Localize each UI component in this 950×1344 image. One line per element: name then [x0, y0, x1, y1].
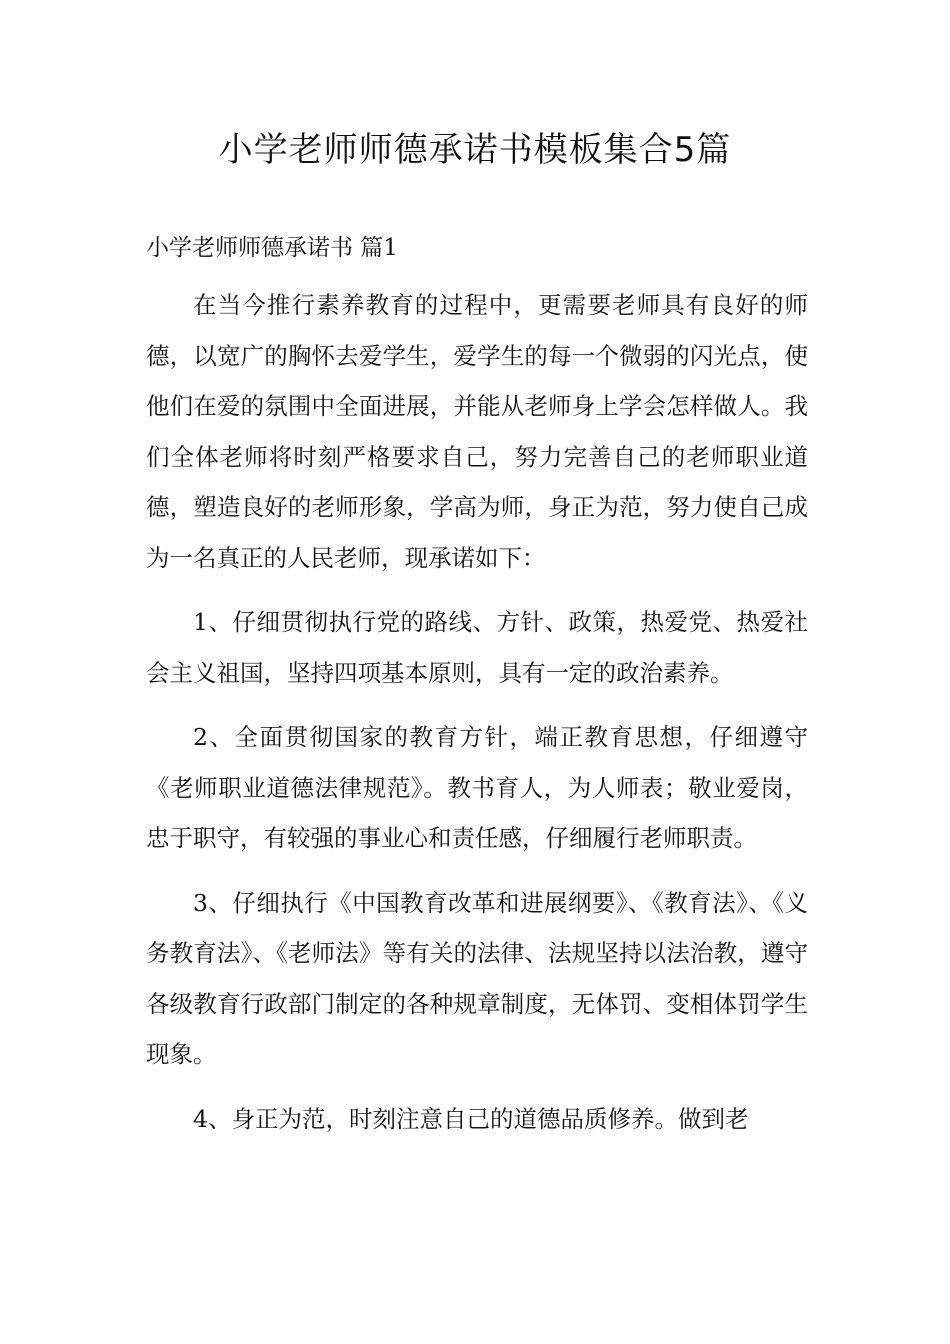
- body-paragraph-intro: 在当今推行素养教育的过程中，更需要老师具有良好的师德，以宽广的胸怀去爱学生，爱学生的每一个微弱的闪光点，使他们在爱的氛围中全面进展，并能从老师身上学会怎样做人。我们全体老师将时刻严格要求自己，努力完善自己的老师职业道德，塑造良好的老师形象，学高为师，身正为范，努力使自己成为一名真正的人民老师，现承诺如下：: [146, 291, 808, 572]
- body-paragraph-item-4: 4、身正为范，时刻注意自己的道德品质修养。做到老: [193, 1104, 749, 1133]
- section-heading: 小学老师师德承诺书 篇1: [146, 235, 398, 261]
- body-paragraph-item-1: 1、仔细贯彻执行党的路线、方针、政策，热爱党、热爱社会主义祖国，坚持四项基本原则，具有一定的政治素养。: [146, 608, 808, 687]
- body-paragraph-item-2: 2、全面贯彻国家的教育方针，端正教育思想，仔细遵守《老师职业道德法律规范》。教书育人，为人师表；敬业爱岗，忠于职守，有较强的事业心和责任感，仔细履行老师职责。: [146, 723, 808, 852]
- body-paragraph-item-3: 3、仔细执行《中国教育改革和进展纲要》、《教育法》、《义务教育法》、《老师法》等有关的法律、法规坚持以法治教，遵守各级教育行政部门制定的各种规章制度，无体罚、变相体罚学生现象。: [146, 888, 808, 1068]
- document-title: 小学老师师德承诺书模板集合5篇: [218, 130, 732, 170]
- document-body: [146, 280, 808, 1158]
